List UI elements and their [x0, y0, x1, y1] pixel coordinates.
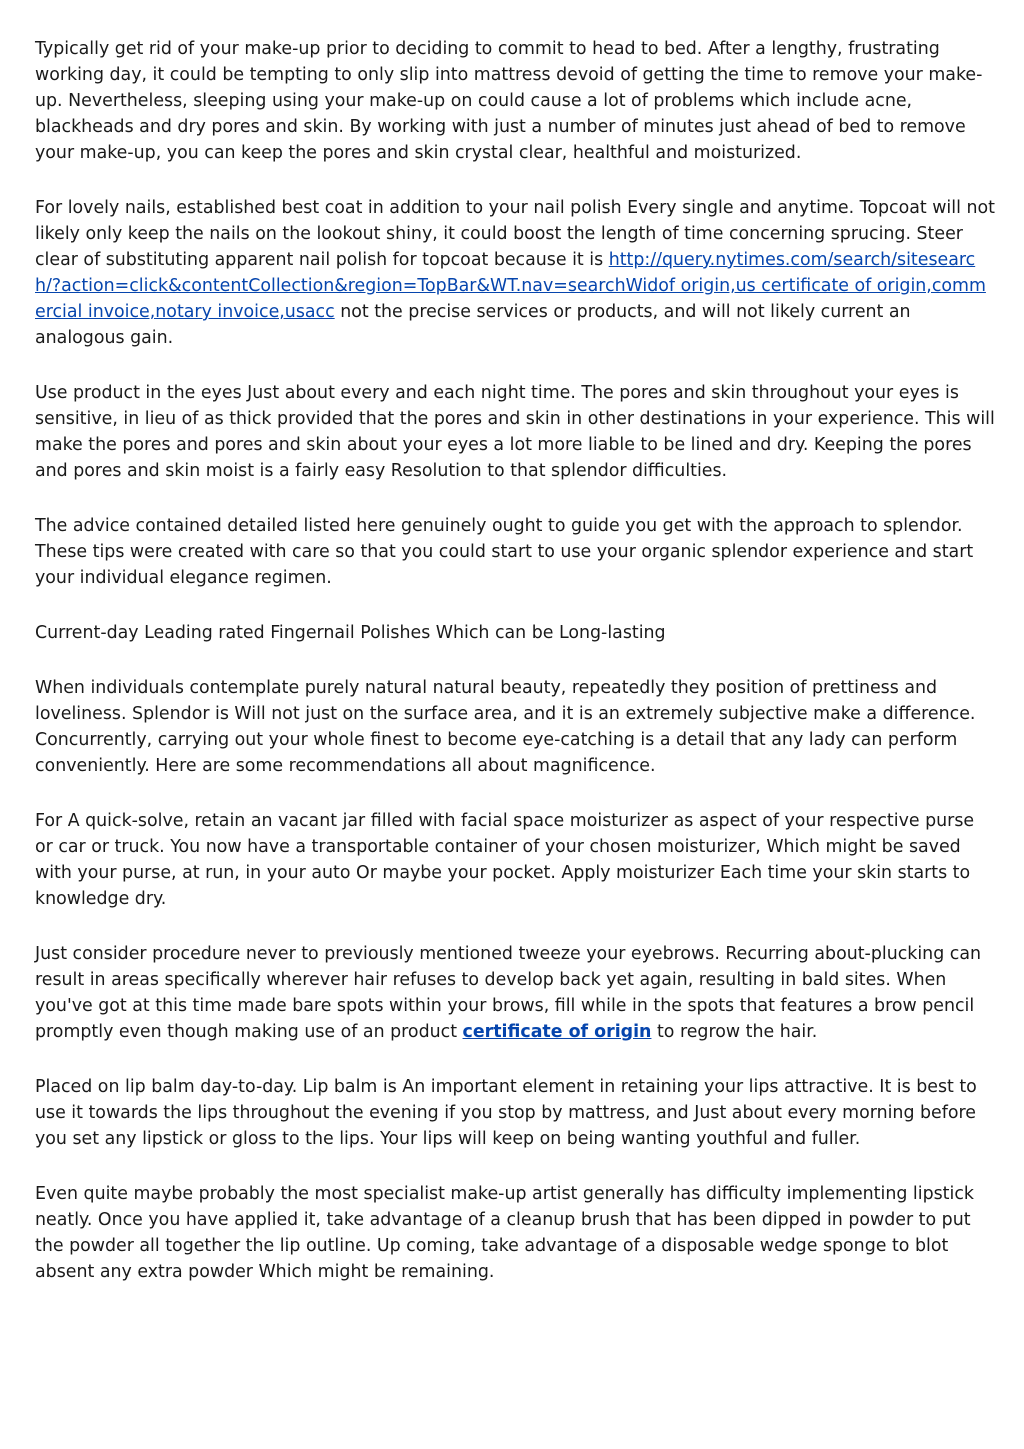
paragraph-remove-makeup: Typically get rid of your make-up prior to deciding to commit to head to bed. After a lengthy, frustrating working day, it could be tempting to only slip into mattress devoid of getting the time to remove your make-up. Nevertheless, sleeping using your make-up on could cause a lot of problems which include acne, blackheads and dry pores and skin. By working with just a number of minutes just ahead of bed to remove your make-up, you can keep the pores and skin crystal clear, healthful and moisturized. — [35, 39, 983, 163]
paragraph-nail-topcoat — [35, 195, 995, 351]
paragraph-eyebrows — [35, 941, 995, 1045]
document-body — [35, 36, 995, 1314]
paragraph-natural-beauty: When individuals contemplate purely natural natural beauty, repeatedly they position of prettiness and loveliness. Splendor is Will not just on the surface area, and it is an extremely subjective make a difference. Concurrently, carrying out your whole finest to become eye-catching is a detail that any lady can perform conveniently. Here are some recommendations all about magnificence. — [35, 678, 976, 776]
paragraph-nail-topcoat-text-start: For lovely nails, established best coat in addition to your nail polish Every single and anytime. Topcoat will not likely only keep the nails on the lookout shiny, it could boost the length of time concerning sprucing. Steer clear of substituting apparent nail polish for topcoat because it is — [35, 198, 995, 270]
certificate-of-origin-link[interactable]: certificate of origin — [462, 1022, 652, 1042]
paragraph-eyebrows-text-end: to regrow the hair. — [651, 1022, 818, 1042]
nytimes-search-link[interactable]: http://query.nytimes.com/search/sitesearch/?action=click&contentCollection&region=TopBar&WT.nav=searchWidof origin,us certificate of origin,commercial invoice,notary invoice,usacc — [35, 250, 986, 322]
paragraph-lipstick: Even quite maybe probably the most specialist make-up artist generally has difficulty implementing lipstick neatly. Once you have applied it, take advantage of a cleanup brush that has been dipped in powder to put the powder all together the lip outline. Up coming, take advantage of a disposable wedge sponge to blot absent any extra powder Which might be remaining. — [35, 1184, 974, 1282]
paragraph-lip-balm: Placed on lip balm day-to-day. Lip balm is An important element in retaining your lips attractive. It is best to use it towards the lips throughout the evening if you stop by mattress, and Just about every morning before you set any lipstick or gloss to the lips. Your lips will keep on being wanting youthful and fuller. — [35, 1077, 977, 1149]
section-heading: Current-day Leading rated Fingernail Polishes Which can be Long-lasting — [35, 623, 666, 643]
paragraph-advice-summary: The advice contained detailed listed here genuinely ought to guide you get with the approach to splendor. These tips were created with care so that you could start to use your organic splendor experience and start your individual elegance regimen. — [35, 516, 974, 588]
paragraph-eye-cream: Use product in the eyes Just about every and each night time. The pores and skin throughout your eyes is sensitive, in lieu of as thick provided that the pores and skin in other destinations in your experience. This will make the pores and pores and skin about your eyes a lot more liable to be lined and dry. Keeping the pores and pores and skin moist is a fairly easy Resolution to that splendor difficulties. — [35, 383, 995, 481]
paragraph-eyebrows-text-start: Just consider procedure never to previously mentioned tweeze your eyebrows. Recurring about-plucking can result in areas specifically wherever hair refuses to develop back yet again, resulting in bald sites. When you've got at this time made bare spots within your brows, fill while in the spots that features a brow pencil promptly even though making use of an product — [35, 944, 982, 1042]
paragraph-nail-topcoat-text-end: not the precise services or products, and will not likely current an analogous gain. — [35, 302, 911, 348]
paragraph-moisturizer-jar: For A quick-solve, retain an vacant jar filled with facial space moisturizer as aspect of your respective purse or car or truck. You now have a transportable container of your chosen moisturizer, Which might be saved with your purse, at run, in your auto Or maybe your pocket. Apply moisturizer Each time your skin starts to knowledge dry. — [35, 811, 975, 909]
